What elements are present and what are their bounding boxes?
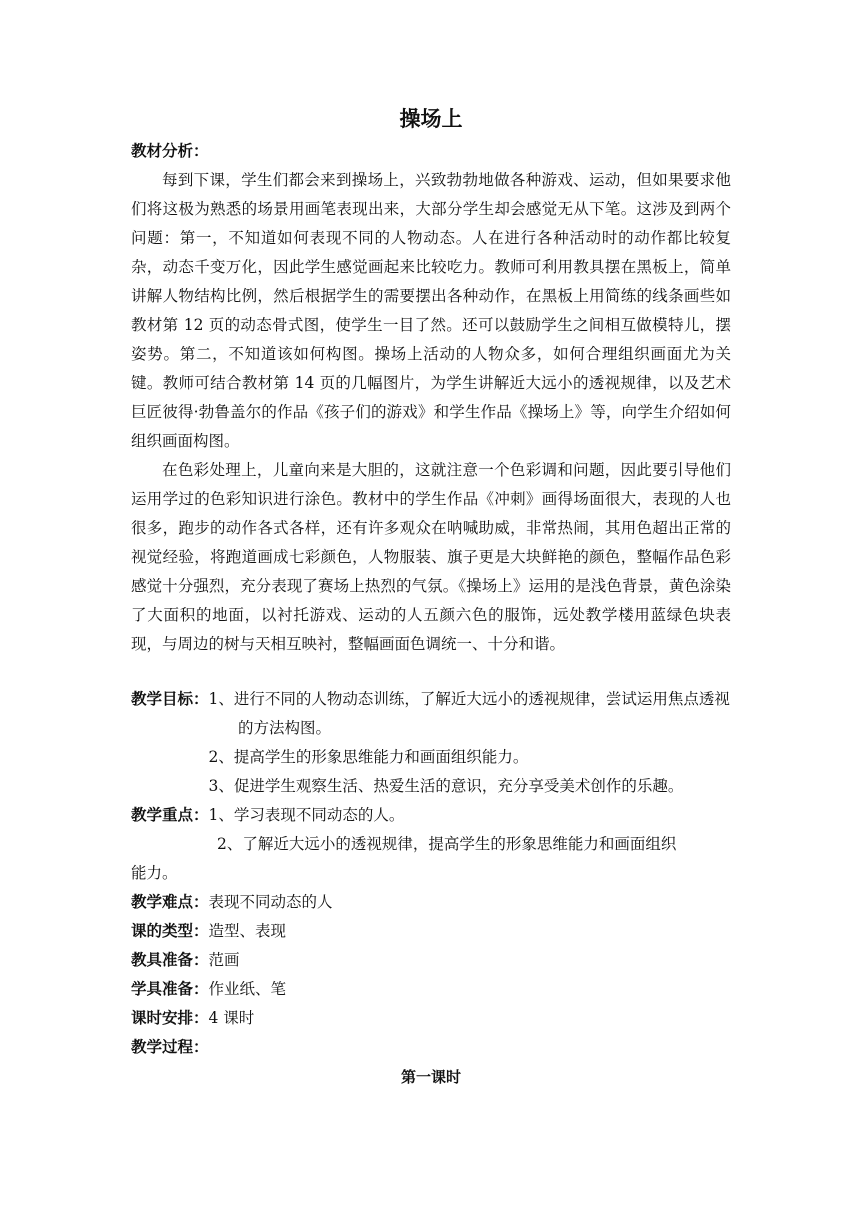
focus-item-2: 2、了解近大远小的透视规律，提高学生的形象思维能力和画面组织 (217, 835, 677, 853)
info-fields (131, 888, 731, 1062)
field-label: 教学过程： (131, 1038, 209, 1056)
field-label: 教具准备： (131, 951, 209, 969)
field-value: 作业纸、笔 (208, 980, 287, 998)
field-value: 表现不同动态的人 (208, 893, 333, 911)
field-difficulty (131, 888, 731, 917)
goals-list (209, 685, 731, 801)
goals-heading: 教学目标： (131, 690, 209, 708)
goal-item-2: 2、提高学生的形象思维能力和画面组织能力。 (208, 748, 529, 766)
focus-section (131, 801, 731, 888)
focus-heading: 教学重点： (131, 806, 209, 824)
analysis-section (131, 137, 731, 659)
goal-item-1: 1、进行不同的人物动态训练，了解近大远小的透视规律，尝试运用焦点透视的方法构图。 (208, 690, 730, 737)
field-student-materials (131, 975, 731, 1004)
field-schedule (131, 1004, 731, 1033)
field-process (131, 1033, 731, 1062)
field-teaching-aids (131, 946, 731, 975)
analysis-heading: 教材分析： (131, 142, 209, 160)
field-lesson-type (131, 917, 731, 946)
document-title: 操场上 (399, 107, 463, 131)
focus-item-1: 1、学习表现不同动态的人。 (208, 806, 405, 824)
field-label: 课时安排： (131, 1009, 209, 1027)
field-value: 造型、表现 (208, 922, 287, 940)
field-label: 教学难点： (131, 893, 209, 911)
field-label: 课的类型： (131, 922, 209, 940)
field-label: 学具准备： (131, 980, 209, 998)
goal-item-3: 3、促进学生观察生活、热爱生活的意识，充分享受美术创作的乐趣。 (208, 777, 684, 795)
focus-item-2-continued: 能力。 (131, 864, 178, 882)
analysis-paragraph-2: 在色彩处理上，儿童向来是大胆的，这就注意一个色彩调和问题，因此要引导他们运用学过的色彩知识进行涂色。教材中的学生作品《冲刺》画得场面很大，表现的人也很多，跑步的动作各式各样，还有许多观众在呐喊助威，非常热闹，其用色超出正常的视觉经验，将跑道画成七彩颜色，人物服装、旗子更是大块鲜艳的颜色，整幅作品色彩感觉十分强烈，充分表现了赛场上热烈的气氛。《操场上》运用的是浅色背景，黄色涂染了大面积的地面，以衬托游戏、运动的人五颜六色的服饰，远处教学楼用蓝绿色块表现，与周边的树与天相互映衬，整幅画面色调统一、十分和谐。 (131, 461, 731, 653)
field-value: 范画 (208, 951, 240, 969)
analysis-paragraph-1: 每到下课，学生们都会来到操场上，兴致勃勃地做各种游戏、运动，但如果要求他们将这极为熟悉的场景用画笔表现出来，大部分学生却会感觉无从下笔。这涉及到两个问题：第一，不知道如何表现不同的人物动态。人在进行各种活动时的动作都比较复杂，动态千变万化，因此学生感觉画起来比较吃力。教师可利用教具摆在黑板上，简单讲解人物结构比例，然后根据学生的需要摆出各种动作，在黑板上用简练的线条画些如教材第 12 页的动态骨式图，使学生一目了然。还可以鼓励学生之间相互做模特儿，摆姿势。第二，不知道该如何构图。操场上活动的人物众多，如何合理组织画面尤为关键。教师可结合教材第 14 页的几幅图片，为学生讲解近大远小的透视规律，以及艺术巨匠彼得·勃鲁盖尔的作品《孩子们的游戏》和学生作品《操场上》等，向学生介绍如何组织画面构图。 (131, 171, 731, 450)
section-title: 第一课时 (400, 1068, 461, 1086)
field-value: 4 课时 (208, 1009, 255, 1027)
goals-section (131, 685, 731, 801)
